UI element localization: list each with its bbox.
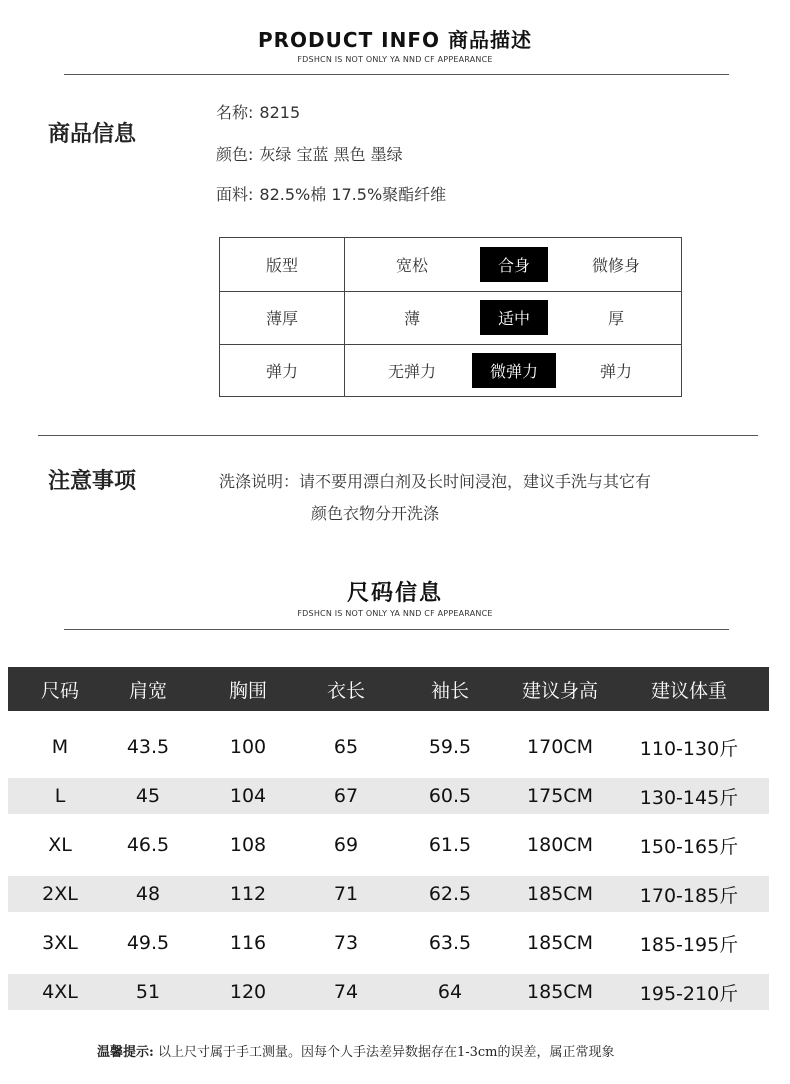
table-cell: 175CM (527, 785, 593, 807)
header-divider (64, 74, 729, 75)
table-cell: 180CM (527, 834, 593, 856)
attribute-option: 宽松 (395, 256, 428, 275)
table-cell: 120 (229, 981, 267, 1003)
measurement-footnote (97, 1041, 615, 1060)
table-cell: 60.5 (428, 785, 472, 807)
table-cell: 69 (333, 834, 359, 856)
table-cell: 116 (229, 932, 267, 954)
washing-instructions (219, 466, 739, 530)
attribute-option-selected: 微弹力 (468, 344, 560, 396)
table-cell: L (54, 785, 66, 807)
table-cell: 48 (135, 883, 161, 905)
table-cell: 108 (229, 834, 267, 856)
table-cell: 185CM (527, 981, 593, 1003)
size-table-header (8, 667, 769, 711)
table-cell: 170CM (527, 736, 593, 758)
size-info-header (0, 576, 790, 618)
table-row (8, 876, 769, 912)
product-fabric-line (216, 182, 446, 205)
product-color-value: 灰绿 宝蓝 黑色 墨绿 (259, 145, 403, 164)
product-name-line (216, 100, 300, 123)
table-cell: XL (48, 834, 72, 856)
table-cell: 63.5 (428, 932, 472, 954)
table-row (8, 778, 769, 814)
product-info-subtitle: FDSHCN IS NOT ONLY YA NND CF APPEARANCE (297, 55, 493, 64)
column-header: 胸围 (228, 679, 267, 702)
product-info-title: PRODUCT INFO 商品描述 (258, 28, 532, 52)
attribute-name: 弹力 (265, 361, 298, 381)
attribute-table (219, 237, 682, 397)
footnote-label: 温馨提示: (97, 1045, 154, 1060)
product-name-key: 名称: (216, 103, 254, 122)
table-cell: 185-195斤 (639, 933, 739, 956)
product-info-section-label: 商品信息 (48, 122, 137, 147)
table-cell: 51 (135, 981, 161, 1003)
product-color-line (216, 142, 403, 165)
attribute-option: 厚 (607, 309, 624, 328)
attribute-row-elasticity (220, 344, 681, 396)
table-cell: 4XL (42, 981, 78, 1003)
column-header: 衣长 (326, 679, 365, 702)
product-fabric-value: 82.5%棉 17.5%聚酯纤维 (259, 185, 447, 204)
size-info-title: 尺码信息 (346, 581, 443, 606)
column-header: 袖长 (430, 679, 469, 702)
table-cell: 46.5 (126, 834, 170, 856)
attribute-name: 版型 (265, 256, 298, 275)
table-row (8, 827, 769, 863)
table-cell: 73 (333, 932, 359, 954)
table-cell: 74 (333, 981, 359, 1003)
column-header: 尺码 (40, 679, 79, 702)
table-row (8, 729, 769, 765)
table-cell: 64 (437, 981, 463, 1003)
size-header-divider (64, 629, 729, 630)
table-cell: 185CM (527, 932, 593, 954)
table-cell: 71 (333, 883, 359, 905)
table-row (8, 974, 769, 1010)
table-cell: 104 (229, 785, 267, 807)
table-cell: 185CM (527, 883, 593, 905)
attribute-option: 无弹力 (387, 361, 436, 381)
column-header: 肩宽 (128, 679, 167, 702)
table-cell: 100 (229, 736, 267, 758)
table-cell: 2XL (42, 883, 78, 905)
attribute-option-selected: 适中 (468, 291, 560, 344)
table-cell: 59.5 (428, 736, 472, 758)
product-name-value: 8215 (259, 103, 301, 122)
column-header: 建议身高 (521, 679, 598, 702)
table-cell: 49.5 (126, 932, 170, 954)
attribute-option: 微修身 (591, 256, 640, 275)
attribute-option: 薄 (403, 309, 420, 328)
table-cell: M (51, 736, 69, 758)
table-cell: 62.5 (428, 883, 472, 905)
column-header: 建议体重 (650, 679, 727, 702)
product-info-header (0, 24, 790, 64)
table-cell: 112 (229, 883, 267, 905)
washing-instructions-line2: 颜色衣物分开洗涤 (311, 504, 440, 523)
size-info-subtitle: FDSHCN IS NOT ONLY YA NND CF APPEARANCE (297, 609, 493, 618)
table-cell: 61.5 (428, 834, 472, 856)
notice-section-label: 注意事项 (48, 469, 137, 494)
product-fabric-key: 面料: (216, 185, 254, 204)
table-cell: 195-210斤 (639, 982, 739, 1005)
table-cell: 170-185斤 (639, 884, 739, 907)
footnote-text: 以上尺寸属于手工测量。因每个人手法差异数据存在1-3cm的误差，属正常现象 (157, 1045, 615, 1060)
table-row (8, 925, 769, 961)
washing-instructions-line1: 洗涤说明：请不要用漂白剂及长时间浸泡，建议手洗与其它有 (219, 472, 652, 491)
section-divider (38, 435, 758, 436)
attribute-name: 薄厚 (265, 309, 298, 328)
attribute-option: 弹力 (599, 361, 632, 381)
table-cell: 45 (135, 785, 161, 807)
table-cell: 3XL (42, 932, 78, 954)
table-cell: 110-130斤 (639, 737, 739, 760)
attribute-option-selected: 合身 (468, 238, 560, 291)
attribute-row-fit (220, 238, 681, 292)
table-cell: 130-145斤 (639, 786, 739, 809)
table-cell: 150-165斤 (639, 835, 739, 858)
product-color-key: 颜色: (216, 145, 254, 164)
table-cell: 67 (333, 785, 359, 807)
table-cell: 65 (333, 736, 359, 758)
table-cell: 43.5 (126, 736, 170, 758)
attribute-row-thickness (220, 291, 681, 345)
